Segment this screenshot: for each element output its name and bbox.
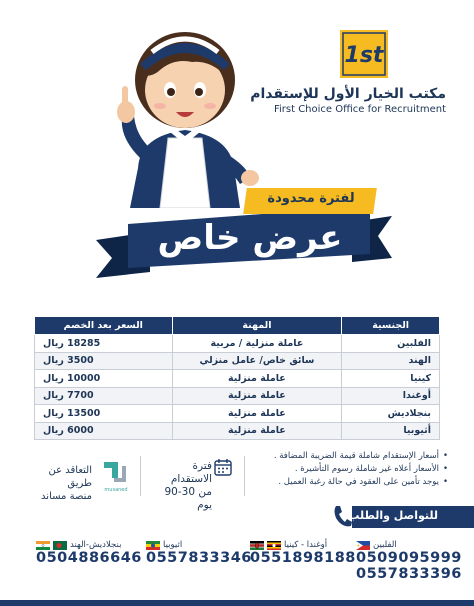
contact-label: اثيوبيا — [163, 540, 183, 550]
header-nationality: الجنسية — [342, 317, 440, 335]
musaned-label: musaned — [104, 487, 128, 493]
phone-number[interactable]: 0551898188 — [250, 550, 356, 566]
table-row — [35, 370, 440, 388]
recruitment-period — [150, 460, 212, 512]
note-item: • أسعار الإستقدام شاملة قيمة الضريبة المضافة . — [258, 450, 448, 463]
philippines-flag-icon — [356, 541, 370, 550]
contact-block-bangladesh-india — [36, 540, 142, 566]
cell-profession: عاملة منزلية — [172, 422, 342, 440]
price-table — [34, 316, 440, 440]
cell-price: 18285 ريال — [35, 335, 173, 353]
table-row — [35, 335, 440, 353]
bottom-bar — [0, 600, 474, 606]
india-flag-icon — [36, 541, 50, 550]
period-line1: فترة الاستقدام — [170, 460, 212, 485]
cell-profession: عاملة منزلية — [172, 370, 342, 388]
logo-text: 1st — [344, 43, 384, 68]
phone-number[interactable]: 0557833396 — [356, 566, 462, 582]
phone-number[interactable]: 0504886646 — [36, 550, 142, 566]
contact-label: الفلبين — [373, 540, 397, 550]
cell-profession: عاملة منزلية — [172, 405, 342, 423]
special-offer-title: عرض خاص — [157, 218, 343, 258]
contact-label: بنجلاديش-الهند — [70, 540, 122, 550]
phone-number[interactable]: 0509095999 — [356, 550, 462, 566]
cell-price: 7700 ريال — [35, 387, 173, 405]
contract-line1: التعاقد عن طريق — [48, 465, 92, 489]
period-line2: من 30-90 يوم — [164, 486, 212, 511]
cell-price: 6000 ريال — [35, 422, 173, 440]
company-logo — [340, 30, 388, 78]
cell-nationality: الفلبين — [342, 335, 440, 353]
cell-price: 3500 ريال — [35, 352, 173, 370]
table-row — [35, 405, 440, 423]
table-row — [35, 387, 440, 405]
cell-nationality: كينيا — [342, 370, 440, 388]
cell-nationality: بنجلاديش — [342, 405, 440, 423]
contact-block-ethiopia — [146, 540, 252, 566]
note-item: • الأسعار أعلاه غير شاملة رسوم التأشيرة . — [258, 463, 448, 476]
contact-label: أوغندا - كينيا — [284, 540, 328, 550]
cell-price: 13500 ريال — [35, 405, 173, 423]
table-row — [35, 422, 440, 440]
divider — [244, 456, 245, 496]
ethiopia-flag-icon — [146, 541, 160, 550]
cell-profession: عاملة منزلية — [172, 387, 342, 405]
table-header-row — [35, 317, 440, 335]
cell-nationality: أثيوبيا — [342, 422, 440, 440]
contact-heading: للتواصل والطلب — [348, 509, 438, 522]
cell-nationality: أوغندا — [342, 387, 440, 405]
cell-nationality: الهند — [342, 352, 440, 370]
org-name-ar: مكتب الخيار الأول للإستقدام — [250, 86, 446, 102]
divider — [140, 456, 141, 496]
uganda-flag-icon — [267, 541, 281, 550]
contact-block-uganda-kenya — [250, 540, 356, 566]
contact-block-philippines — [356, 540, 462, 582]
cell-profession: عاملة منزلية / مربية — [172, 335, 342, 353]
bangladesh-flag-icon — [53, 541, 67, 550]
header-profession: المهنة — [172, 317, 342, 335]
contract-line2: منصة مساند — [41, 491, 92, 502]
contract-info — [26, 464, 92, 503]
cell-profession: سائق خاص/ عامل منزلي — [172, 352, 342, 370]
note-item: • يوجد تأمين على العقود في حالة رغبة العميل . — [258, 476, 448, 489]
org-name-en: First Choice Office for Recruitment — [273, 104, 446, 115]
musaned-logo-icon — [100, 456, 130, 490]
limited-time-text: لفترة محدودة — [267, 191, 355, 206]
header-price: السعر بعد الخصم — [35, 317, 173, 335]
notes-list — [258, 450, 448, 489]
kenya-flag-icon — [250, 541, 264, 550]
calendar-icon — [214, 458, 232, 476]
table-row — [35, 352, 440, 370]
maid-illustration — [100, 18, 270, 208]
cell-price: 10000 ريال — [35, 370, 173, 388]
phone-number[interactable]: 0557833346 — [146, 550, 252, 566]
phone-icon — [332, 504, 352, 528]
